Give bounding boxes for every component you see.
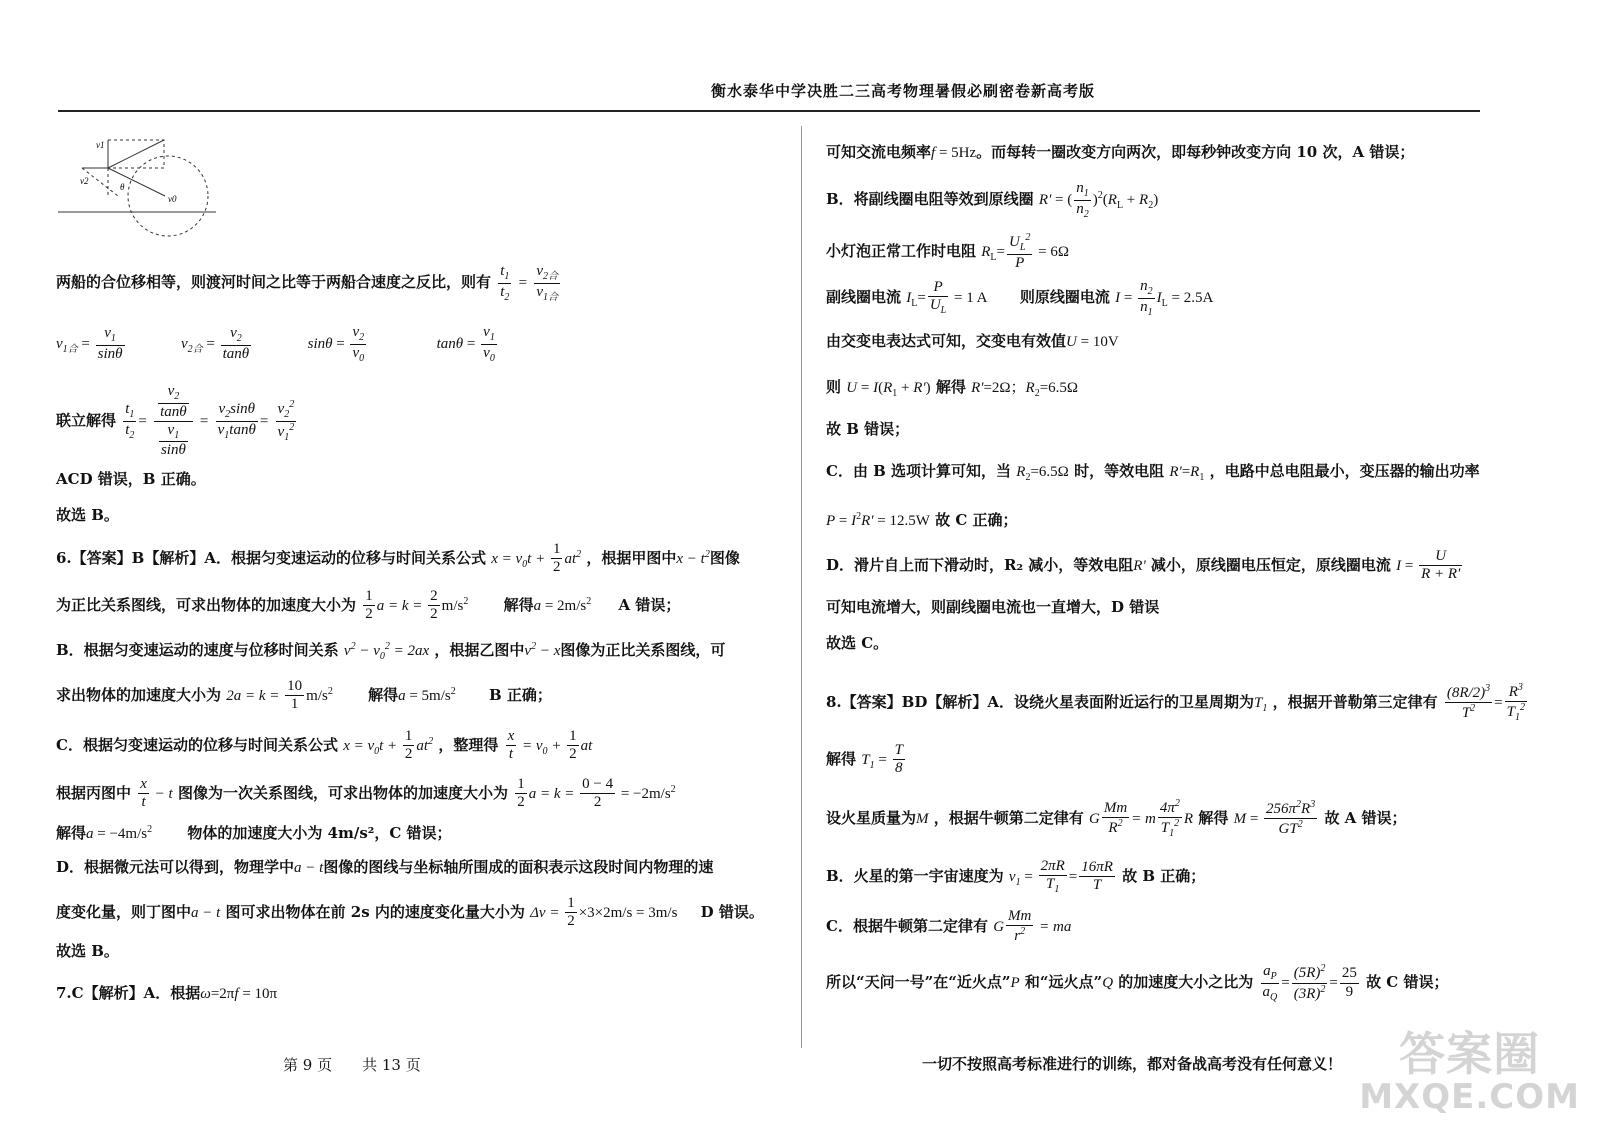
arrow-v0 [108,168,165,196]
text-rC1c: ，电路中总电阻最小，变压器的输出功率 [1209,462,1480,480]
text-rL: 小灯泡正常工作时电阻 [826,241,977,260]
label-v0: v0 [168,194,177,204]
text-r1b: 。而每转一圈改变方向两次，即每秒钟改变方向 10 次，A 错误； [976,143,1415,161]
text-r1: 可知交流电频率 [826,143,932,161]
text-q6-D1: D．根据微元法可以得到，物理学中 [56,858,295,876]
text-q6-b-pre: 为正比关系图线，可求出物体的加速度大小为 [56,595,357,614]
line-ratio: 两船的合位移相等，则渡河时间之比等于两船合速度之反比，则有 $\frac{t_1}{t_2}$ = $\frac{v_{2合}}{v_{1合}}$ [56,263,559,303]
text-rU: 由交变电表达式可知，交变电有效值 [826,332,1067,350]
text-q8-1b: ，根据开普勒第三定律有 [1272,692,1438,711]
text-q6-a: 6.【答案】B【解析】A．根据匀变速运动的位移与时间关系公式 [56,548,486,567]
label-v2: v2 [80,176,89,186]
page-number: 第 9 页 共 13 页 [283,1056,421,1074]
text-q6-B1b: ，根据乙图中 [434,641,525,659]
line-q8-C: C．根据牛顿第二定律有 G $\frac{Mm}{r^2}$ = ma [826,908,1072,945]
line-q8-last: 所以“天问一号”在“近火点”P 和“远火点”Q 的加速度大小之比为 $\frac{a_P}{a_Q}$ = $\frac{(5R)^2}{(3R)^2}$ = $\frac{25}{9}$ 故 C 错误； [826,963,1449,1003]
line-q6-D1: D．根据微元法可以得到，物理学中a − t图像的图线与坐标轴所围成的面积表示这段时间内物理的速 [56,858,714,876]
line-q6-a: 6.【答案】B【解析】A．根据匀变速运动的位移与时间关系公式 $x = v_0t$ + $\frac{1}{2}$ $at^2$ ，根据甲图中$x - t^2$图像 [56,541,740,576]
page-header [58,76,1480,112]
text-q8-lastb: 和“远火点” [1024,973,1103,991]
text-q8-lastd: 故 C 错误； [1366,973,1449,991]
text-q8-B: B．火星的第一宇宙速度为 [826,866,1004,885]
text-ratio-intro: 两船的合位移相等，则渡河时间之比等于两船合速度之反比，则有 [56,273,492,291]
text-q6-C1b: ，整理得 [438,735,499,754]
line-solve: 联立解得 $\frac{t_1}{t_2}$ = $\frac{\frac{v_2}{\tan\theta}}{\frac{v_1}{\sin\theta}}$ = $\frac{v_2\sin\theta}{v_1\tan\theta}$ = $\frac{v_2^2}{v_1^2}$ [56,383,295,459]
text-q6-B2c: B 正确； [488,685,552,704]
line-rR: 则 $U = I(R_1 + R')$ 解得 R'=2Ω；$R_2=6.5\Omega$ [826,378,1079,399]
text-q6-D2c: D 错误。 [700,902,764,921]
text-rR2: 解得 [935,378,966,396]
eq-t-ratio: $\frac{t_1}{t_2}$ [500,263,510,303]
line-q6-C2: 根据丙图中 $\frac{x}{t}$ − t 图像为一次关系图线，可求出物体的加速度大小为 $\frac{1}{2}$ a = k = $\frac{0 - 4}{2}$ = $-2m/s^2$ [56,776,676,811]
line-q8-2: 解得 $T_1$ = $\frac{T}{8}$ [826,742,903,777]
text-q8-3: 设火星质量为 [826,808,917,827]
text-q8-3c: 解得 [1198,808,1229,827]
text-rC1: C．由 B 选项计算可知，当 [826,462,1012,480]
text-q8-lastc: 的加速度大小之比为 [1118,973,1254,991]
text-q6-D1b: 图像的图线与坐标轴所围成的面积表示这段时间内物理的速 [323,858,714,876]
line-rC1: C．由 B 选项计算可知，当 $R_2=6.5\Omega$ 时，等效电阻 $R'=R_1$ ，电路中总电阻最小，变压器的输出功率 [826,462,1480,483]
velocity-diagram [58,134,218,238]
text-rC2b: 故 C 正确； [935,511,1018,529]
text-q6-B2b: 解得 [368,685,399,704]
text-rD2: 可知电流增大，则副线圈电流也一直增大，D 错误 [826,598,1160,616]
text-q6-B2: 求出物体的加速度大小为 [56,685,222,704]
text-rC1b: 时，等效电阻 [1074,462,1165,480]
text-q6-b-post: A 错误； [618,595,681,614]
text-q8-Bb: 故 B 正确； [1122,866,1206,885]
line-q6-D2: 度变化量，则丁图中a − t 图可求出物体在前 2s 内的速度变化量大小为 Δv = $\frac{1}{2}$ ×3×2m/s = 3m/s D 错误。 [56,895,764,930]
line-q7: 7.C【解析】A．根据ω=2πf = 10π [56,984,278,1002]
footer-slogan: 一切不按照高考标准进行的训练，都对备战高考没有任何意义！ [922,1055,1343,1073]
label-v1: v1 [96,140,105,150]
line-rC2: $P = I^2R' = 12.5W$ 故 C 正确； [826,511,1018,529]
text-q6-D2b: 图可求出物体在前 2s 内的速度变化量大小为 [225,902,525,921]
line-q8-B: B．火星的第一宇宙速度为 $v_1$ = $\frac{2\pi R}{T_1}$ = $\frac{16\pi R}{T}$ 故 B 正确； [826,858,1206,896]
text-rI: 副线圈电流 [826,288,902,306]
text-rI2: 则原线圈电流 [1019,288,1110,306]
page-header-title: 衡水泰华中学决胜二三高考物理暑假必刷密卷新高考版 [710,82,1095,100]
text-rsel: 故 B 错误； [826,420,910,438]
line-q6-C1: C．根据匀变速运动的位移与时间关系公式 $x = v_0t$ + $\frac{1}{2}$ $at^2$ ，整理得 $\frac{x}{t}$ = $v_0$ + $\frac{1}{2}$ at [56,728,593,763]
line-rU: 由交变电表达式可知，交变电有效值U = 10V [826,332,1119,350]
text-q6-B1: B．根据匀变速运动的速度与位移时间关系 [56,641,339,659]
text-select-b1: 故选 B。 [56,506,119,524]
text-rD1: D．滑片自上而下滑动时，R₂ 减小，等效电阻 [826,555,1134,574]
watermark-bottom: MXQE.COM [1359,1077,1580,1117]
text-q8-3d: 故 A 错误； [1324,808,1407,827]
text-q6-C2b: 图像为一次关系图线，可求出物体的加速度大小为 [177,783,508,802]
line-q6-B1: B．根据匀变速运动的速度与位移时间关系 $v^2 - v_0^2 = 2ax$ ，根据乙图中$v^2 - x$图像为正比关系图线，可 [56,641,726,662]
text-q7: 7.C【解析】A．根据 [56,984,201,1002]
line-r1: 可知交流电频率f = 5Hz。而每转一圈改变方向两次，即每秒钟改变方向 10 次，A 错误； [826,143,1415,161]
text-q8-3b: ，根据牛顿第二定律有 [933,808,1084,827]
line-rB: B．将副线圈电阻等效到原线圈 R' = ( $\frac{n_1}{n_2}$ )$^2(R_L + R_2)$ [826,180,1159,220]
eq-v-ratio: $\frac{v_{2合}}{v_{1合}}$ [536,263,559,303]
line-q6-C3: 解得$a = -4m/s^2$ 物体的加速度大小为 4m/s²，C 错误； [56,824,452,842]
text-q6-C3b: 物体的加速度大小为 4m/s²，C 错误； [187,824,452,842]
text-q6-C1: C．根据匀变速运动的位移与时间关系公式 [56,735,338,754]
text-q6-B1c: 图像为正比关系图线，可 [560,641,726,659]
line-defs: $v_{1合}$ = $\frac{v_1}{\sin\theta}$ $v_{2合}$ = $\frac{v_2}{\tan\theta}$ sinθ = $\frac{v_2}{v_0}$ tanθ = $\frac{v_1}{v_0}$ [56,324,495,364]
line-rI: 副线圈电流 $I_L=$ $\frac{P}{U_L}$ = 1 A 则原线圈电流 I = $\frac{n_2}{n_1}$ $I_L = 2.5A$ [826,278,1214,318]
text-q8-C: C．根据牛顿第二定律有 [826,916,988,935]
line-q8-1: 8.【答案】BD【解析】A．设绕火星表面附近运行的卫星周期为$T_1$ ，根据开普勒第三定律有 $\frac{(8R/2)^3}{T^2}$ = $\frac{R^3}{T_1^2}$ [826,682,1525,724]
line-q6-B2: 求出物体的加速度大小为 2a = k = $\frac{10}{1}$ $m/s^2$ 解得$a = 5m/s^2$ B 正确； [56,678,552,713]
watermark-logo [1359,1027,1580,1117]
text-rR: 则 [826,378,842,396]
line-q6-a-result: 为正比关系图线，可求出物体的加速度大小为 $\frac{1}{2}$ a = k = $\frac{2}{2}$ $m/s^2$ 解得$a = 2m/s^2$ A 错误； [56,588,681,623]
text-q6-C3: 解得 [56,824,87,842]
text-q8-1: 8.【答案】BD【解析】A．设绕火星表面附近运行的卫星周期为 [826,692,1254,711]
text-rsel2: 故选 C。 [826,634,889,652]
text-q6-C2: 根据丙图中 [56,783,132,802]
label-theta: θ [120,182,125,192]
text-q8-2: 解得 [826,749,857,768]
text-q6-a3: 图像 [709,548,740,567]
line-rL: 小灯泡正常工作时电阻 $R_L=$ $\frac{U_L^2}{P}$ = 6Ω [826,232,1070,271]
text-rD1b: 减小，原线圈电压恒定，原线圈电流 [1150,555,1391,574]
text-q6-a2: ，根据甲图中 [586,548,677,567]
watermark-top: 答案圈 [1399,1027,1541,1081]
text-acd: ACD 错误，B 正确。 [56,470,206,488]
text-rB: B．将副线圈电阻等效到原线圈 [826,190,1034,208]
line-q8-3: 设火星质量为M ，根据牛顿第二定律有 G $\frac{Mm}{R^2}$ = m $\frac{4\pi^2}{T_1^2}$ R 解得 M = $\frac{256\pi^2R^3}{GT^2}$ 故 A 错误； [826,798,1407,840]
text-select-b2: 故选 B。 [56,942,119,960]
arrow-resultant [108,140,164,168]
text-q6-D2: 度变化量，则丁图中 [56,902,192,921]
column-divider [801,126,802,1048]
line-rD1: D．滑片自上而下滑动时，R₂ 减小，等效电阻R' 减小，原线圈电压恒定，原线圈电流 I = $\frac{U}{R + R'}$ [826,548,1461,583]
text-q8-last: 所以“天问一号”在“近火点” [826,973,1011,991]
